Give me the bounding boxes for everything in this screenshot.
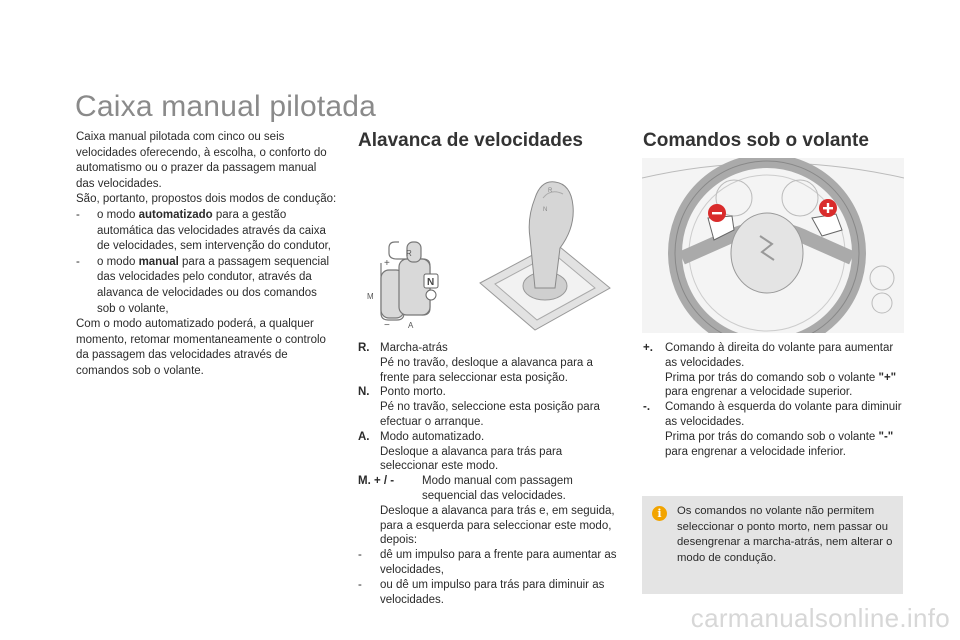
list-item-text: Pé no travão, desloque a alavanca para a frente para seleccionar esta posição. [380,356,593,384]
n-indicator-icon [424,274,438,300]
instruction-bullet [643,371,665,401]
list-item-key: +. [643,342,653,354]
list-item [358,474,620,504]
list-item [358,356,620,386]
gate-label-n: N [427,277,435,288]
svg-text:R: R [548,188,553,194]
instruction-bullet [358,356,380,386]
list-item-text-bold: "+" [878,371,897,384]
list-item-key: -. [643,401,651,414]
gate-label-r: R [406,249,412,258]
list-item-text: Marcha-atrás [380,342,448,354]
dash-bullet: - [76,208,80,221]
mode-item-description: para a gestão automática das velocidades através da caixa de velocidades, sem intervenção do condutor, [97,208,331,253]
list-item-text-pre: Prima por trás do comando sob o volante [665,430,879,443]
list-item [643,400,905,430]
gear-lever-drawing [355,158,618,333]
list-item [643,341,905,371]
watermark: carmanualsonline.info [690,603,950,633]
list-item-text: Pé no travão, seleccione esta posição para efectuar o arranque. [380,401,600,428]
intro-text [76,130,338,380]
list-item-text: Comando à direita do volante para aumentar as velocidades. [665,342,894,369]
list-item-key: M. + / - [358,475,395,488]
list-item [358,385,620,400]
list-item-text: dê um impulso para a frente para aumentar as velocidades, [380,549,617,576]
mode-automatic-label: automatizado [138,208,213,221]
mode-item-automatic [76,208,338,255]
list-item-text [665,371,905,401]
lever-heading: Alavanca de velocidades [358,130,583,151]
gear-lever-illustration [355,158,618,333]
list-item-text: Modo automatizado. [380,430,485,443]
instruction-bullet [643,430,665,460]
instruction-bullet [358,504,380,548]
list-item [358,504,620,548]
list-item [358,430,620,445]
info-note-text: Os comandos no volante não permitem seleccionar o ponto morto, nem passar ou desengrenar a marcha-atrás, nem alterar o modo de condução. [677,505,893,564]
gate-label-plus: + [384,258,390,269]
mode-manual-label: manual [138,255,179,268]
intro-paragraph-3: Com o modo automatizado poderá, a qualquer momento, retomar momentaneamente o controlo da passagem das velocidades através de comandos sob o volante. [76,318,326,377]
list-item-text: ou dê um impulso para trás para diminuir as velocidades. [380,578,605,606]
instruction-bullet [358,400,380,430]
list-item-text-post: para engrenar a velocidade superior. [665,386,853,399]
intro-paragraph-1: Caixa manual pilotada com cinco ou seis velocidades oferecendo, à escolha, o conforto do automatismo ou o prazer da passagem manual das velocidades. [76,131,327,190]
page-title: Caixa manual pilotada [75,90,377,123]
list-item-key: N. [358,386,370,399]
lever-instructions [358,341,620,607]
list-item-text: Modo manual com passagem sequencial das velocidades. [422,475,573,502]
list-item [358,548,620,578]
steering-wheel-drawing [642,158,904,333]
list-item-text: Desloque a alavanca para trás e, em seguida, para a esquerda para seleccionar este modo, depois: [380,504,615,547]
list-item [643,371,905,401]
list-item-text-bold: "-" [878,430,894,443]
info-icon: i [652,506,667,521]
list-item-key: - [358,549,362,562]
list-item-text-pre: Prima por trás do comando sob o volante [665,371,879,384]
mode-item-manual [76,255,338,317]
dash-bullet: - [76,255,80,268]
gate-label-a: A [408,321,414,330]
instruction-bullet [358,445,380,475]
list-item-text [665,430,905,460]
gate-label-minus: − [384,320,390,331]
list-item [358,578,620,608]
wheel-heading: Comandos sob o volante [643,130,869,151]
mode-item-description: para a passagem sequencial das velocidades pelo condutor, através da alavanca de velocidades ou dos comandos sob o volante, [97,255,330,315]
info-note [642,496,903,594]
list-item [358,445,620,475]
steering-wheel-illustration [642,158,904,333]
intro-paragraph-2: São, portanto, propostos dois modos de condução: [76,193,337,206]
list-item [358,400,620,430]
list-item [643,430,905,460]
wheel-instructions [643,341,905,459]
svg-text:N: N [543,207,548,213]
mode-item-prefix: o modo [97,255,139,268]
lever-console [480,182,610,330]
list-item-text: Ponto morto. [380,386,446,399]
list-item [358,341,620,356]
list-item-text-post: para engrenar a velocidade inferior. [665,445,846,458]
list-item-text: Comando à esquerda do volante para diminuir as velocidades. [665,401,902,428]
list-item-text: Desloque a alavanca para trás para seleccionar este modo. [380,445,563,473]
list-item-key: A. [358,430,370,443]
mode-item-prefix: o modo [97,208,139,221]
list-item-key: R. [358,342,370,354]
gate-label-m: M [367,292,374,301]
list-item-key: - [358,578,362,591]
